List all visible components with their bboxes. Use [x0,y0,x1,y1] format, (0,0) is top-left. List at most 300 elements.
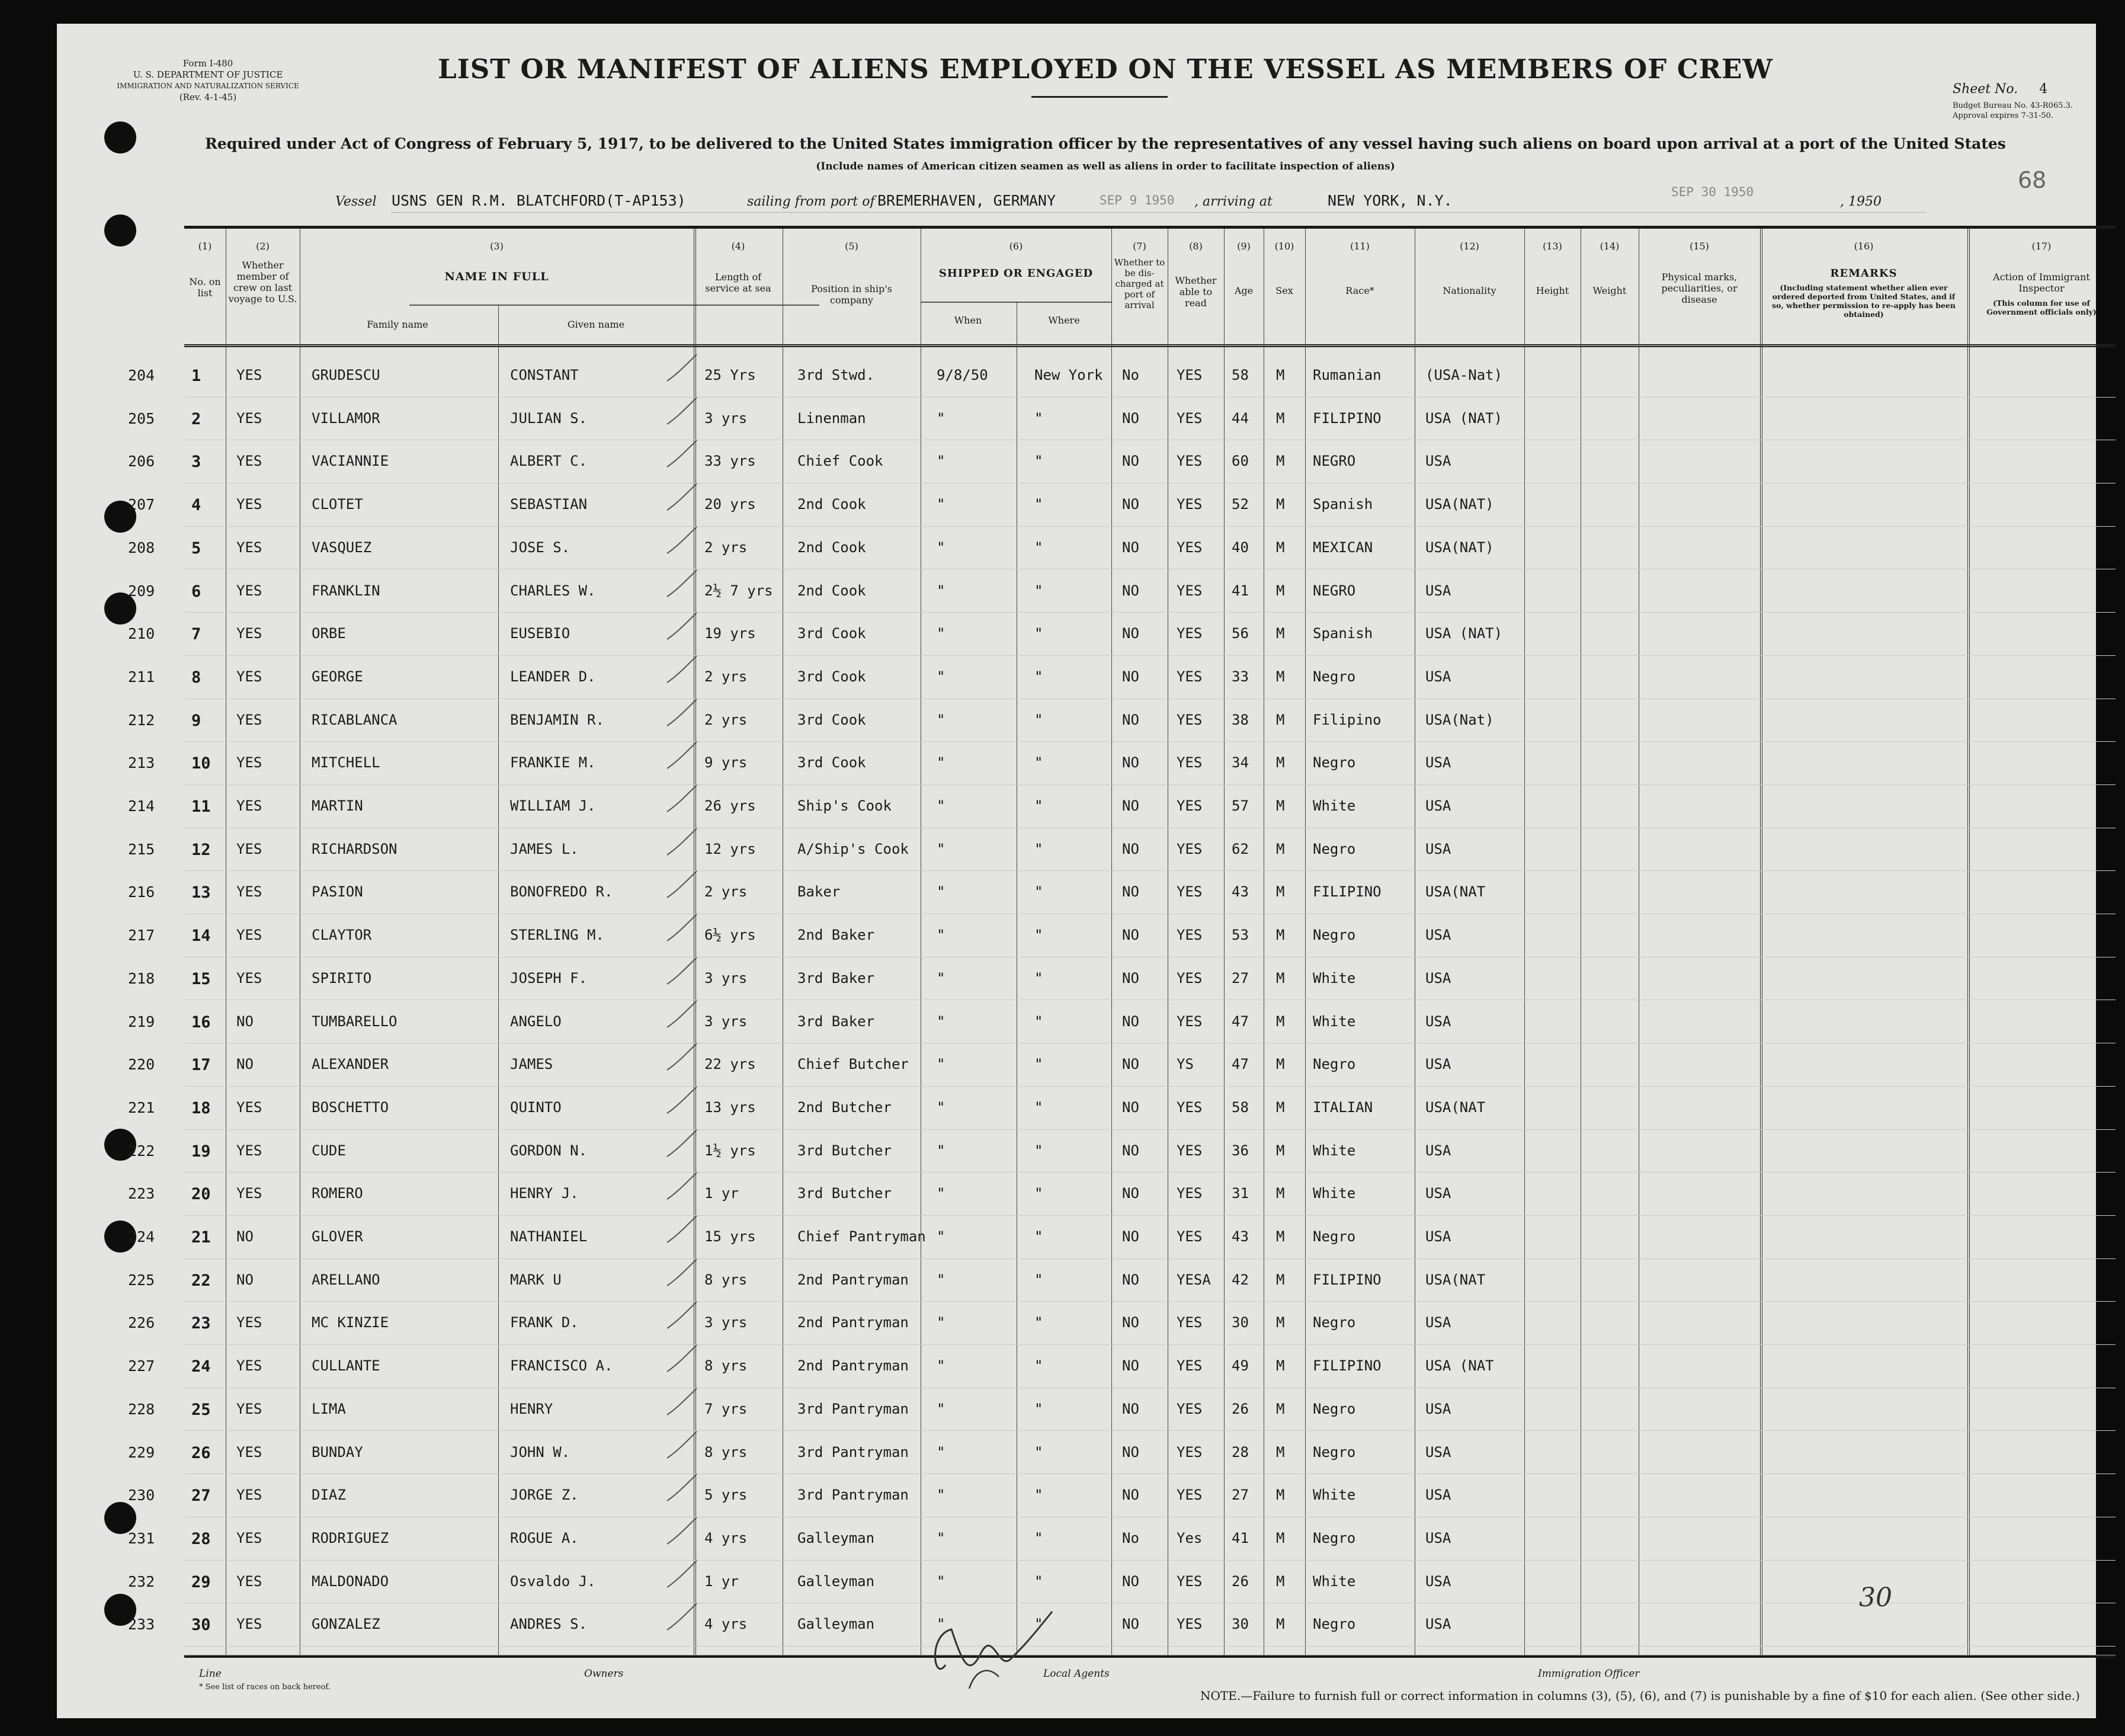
nationality-cell: USA [1425,1400,1451,1417]
read-cell: YES [1177,496,1203,513]
table-row [128,873,2116,916]
col-num-7: (7) [1133,241,1146,252]
family-name-cell: MC KINZIE [312,1314,389,1331]
col-num-17: (17) [2031,241,2052,252]
check-mark-icon [664,1256,700,1292]
sex-cell: M [1276,582,1285,599]
sequence-number: 207 [128,496,155,514]
nationality-cell: USA [1425,582,1451,599]
list-number-cell: 28 [191,1529,211,1548]
read-cell: YES [1177,1142,1203,1159]
shipped-when-cell: " [937,1013,945,1030]
position-cell: 3rd Butcher [797,1185,892,1202]
check-mark-icon [664,567,700,603]
age-cell: 52 [1232,496,1249,513]
sequence-number: 232 [128,1572,155,1590]
document-title: LIST OR MANIFEST OF ALIENS EMPLOYED ON THE VESSEL AS MEMBERS OF CREW [438,53,1773,85]
table-row [128,1174,2116,1218]
check-mark-icon [664,1600,700,1636]
position-cell: 3rd Pantryman [797,1400,909,1417]
read-cell: YES [1177,754,1203,771]
shipped-where-cell: " [1034,927,1043,944]
service-cell: 1 yr [704,1185,739,1202]
discharged-cell: NO [1122,1400,1139,1417]
crew-cell: YES [236,409,262,427]
service-cell: 20 yrs [704,496,756,513]
vessel-label: Vessel [335,194,377,209]
sequence-number: 227 [128,1357,155,1375]
discharged-cell: NO [1122,1228,1139,1245]
crew-cell: NO [236,1228,254,1245]
discharged-cell: NO [1122,1056,1139,1073]
crew-cell: YES [236,711,262,728]
check-mark-icon [664,739,700,774]
sex-cell: M [1276,1098,1285,1116]
race-cell: Negro [1313,1616,1356,1633]
nationality-cell: USA [1425,797,1451,814]
family-name-cell: RICABLANCA [312,711,398,728]
col-num-2: (2) [256,241,270,252]
list-number-cell: 19 [191,1142,211,1161]
crew-cell: YES [236,1185,262,1202]
discharged-cell: NO [1122,539,1139,556]
age-cell: 43 [1232,1228,1249,1245]
row-rule [184,1129,2116,1130]
read-cell: YES [1177,582,1203,599]
shipped-when-cell: " [937,625,945,642]
nationality-cell: USA [1425,453,1451,470]
arriving-label: , arriving at [1194,194,1273,209]
given-name-cell: SEBASTIAN [510,496,588,513]
vessel-line-rule [392,212,1926,213]
family-name-cell: ORBE [312,625,346,642]
race-cell: Negro [1313,1314,1356,1331]
family-name-cell: BUNDAY [312,1443,363,1460]
given-name-cell: ANDRES S. [510,1616,588,1633]
family-name-cell: PASION [312,883,363,901]
sequence-number: 217 [128,927,155,944]
age-cell: 30 [1232,1314,1249,1331]
crew-cell: YES [236,1314,262,1331]
col-head-position: Position in ship's company [811,283,892,306]
footer-immigration-officer-label: Immigration Officer [1538,1668,1640,1680]
table-row [128,485,2116,529]
read-cell: YES [1177,1572,1203,1590]
handwritten-page-number: 68 [2018,167,2047,193]
position-cell: 3rd Stwd. [797,367,875,383]
race-cell: Negro [1313,840,1356,857]
read-cell: YES [1177,1487,1203,1504]
col-num-15: (15) [1690,241,1709,252]
position-cell: 3rd Cook [797,754,866,771]
list-number-cell: 9 [191,711,201,730]
table-row [128,1132,2116,1175]
sequence-number: 228 [128,1400,155,1418]
service-cell: 8 yrs [704,1357,748,1375]
nationality-cell: (USA-Nat) [1425,367,1503,383]
table-row [128,830,2116,873]
sex-cell: M [1276,1443,1285,1460]
shipped-when-cell: " [937,496,945,513]
race-cell: Negro [1313,927,1356,944]
col-head-given-name: Given name [567,319,625,330]
list-number-cell: 24 [191,1357,211,1376]
race-cell: Negro [1313,1443,1356,1460]
race-cell: White [1313,797,1356,814]
service-cell: 19 yrs [704,625,756,642]
shipped-where-cell: " [1034,453,1043,470]
shipped-when-cell: " [937,1357,945,1375]
list-number-cell: 4 [191,496,201,515]
discharged-cell: NO [1122,1487,1139,1504]
sequence-number: 204 [128,367,155,384]
sequence-number: 230 [128,1487,155,1504]
col-num-1: (1) [198,241,212,252]
sex-cell: M [1276,409,1285,427]
list-number-cell: 6 [191,582,201,601]
row-rule [184,1086,2116,1087]
discharged-cell: NO [1122,1271,1139,1288]
age-cell: 56 [1232,625,1249,642]
position-cell: Galleyman [797,1616,875,1633]
shipped-when-cell: " [937,969,945,986]
sequence-number: 231 [128,1529,155,1547]
position-cell: 3rd Pantryman [797,1487,909,1504]
check-mark-icon [664,868,700,904]
given-name-cell: HENRY J. [510,1185,579,1202]
sex-cell: M [1276,496,1285,513]
service-cell: 8 yrs [704,1271,748,1288]
table-row [128,1261,2116,1304]
shipped-when-cell: " [937,1228,945,1245]
shipped-when-cell: " [937,1400,945,1417]
discharged-cell: NO [1122,453,1139,470]
table-row [128,787,2116,830]
budget-line-1: Budget Bureau No. 43-R065.3. [1953,101,2073,110]
check-mark-icon [664,610,700,645]
family-name-cell: LIMA [312,1400,346,1417]
service-cell: 4 yrs [704,1529,748,1546]
check-mark-icon [664,696,700,732]
position-cell: Chief Pantryman [797,1228,926,1245]
port-from: BREMERHAVEN, GERMANY [877,192,1056,209]
read-cell: YES [1177,409,1203,427]
shipped-where-cell: " [1034,1357,1043,1375]
service-cell: 26 yrs [704,797,756,814]
service-cell: 2½ 7 yrs [704,582,773,599]
position-cell: 2nd Pantryman [797,1271,909,1288]
race-cell: Rumanian [1313,367,1382,383]
discharged-cell: NO [1122,1013,1139,1030]
service-cell: 8 yrs [704,1443,748,1460]
age-cell: 53 [1232,927,1249,944]
age-cell: 41 [1232,1529,1249,1546]
col-num-8: (8) [1189,241,1203,252]
shipped-where-cell: " [1034,1572,1043,1590]
crew-cell: YES [236,582,262,599]
read-cell: YES [1177,1443,1203,1460]
read-cell: YES [1177,1357,1203,1375]
given-name-cell: MARK U [510,1271,562,1288]
family-name-cell: MITCHELL [312,754,380,771]
list-number-cell: 29 [191,1572,211,1591]
position-cell: 2nd Cook [797,539,866,556]
shipped-where-cell: " [1034,1228,1043,1245]
family-name-cell: TUMBARELLO [312,1013,398,1030]
col-head-action-note: (This column for use of Government officials only) [1986,299,2097,316]
col-head-sex: Sex [1275,285,1293,296]
nationality-cell: USA(Nat) [1425,711,1494,728]
check-mark-icon [664,911,700,947]
sequence-number: 219 [128,1013,155,1030]
crew-cell: NO [236,1056,254,1073]
nationality-cell: USA(NAT [1425,1098,1486,1116]
sheet-number [1953,82,2047,97]
vessel-name: USNS GEN R.M. BLATCHFORD(T-AP153) [392,192,686,209]
nationality-cell: USA [1425,1443,1451,1460]
age-cell: 27 [1232,969,1249,986]
sex-cell: M [1276,1185,1285,1202]
list-number-cell: 17 [191,1056,211,1075]
check-mark-icon [664,998,700,1033]
race-cell: White [1313,1185,1356,1202]
shipped-when-cell: " [937,1142,945,1159]
shipped-when-cell: " [937,711,945,728]
race-cell: White [1313,1013,1356,1030]
shipped-when-cell: " [937,539,945,556]
race-cell: MEXICAN [1313,539,1373,556]
position-cell: 2nd Pantryman [797,1314,909,1331]
age-cell: 28 [1232,1443,1249,1460]
age-cell: 30 [1232,1616,1249,1633]
age-cell: 62 [1232,840,1249,857]
sequence-number: 205 [128,409,155,427]
nationality-cell: USA (NAT [1425,1357,1494,1375]
check-mark-icon [664,1084,700,1119]
read-cell: YESA [1177,1271,1211,1288]
crew-cell: YES [236,1098,262,1116]
family-name-cell: CUDE [312,1142,346,1159]
check-mark-icon [664,825,700,861]
col-num-4: (4) [731,241,745,252]
discharged-cell: NO [1122,840,1139,857]
shipped-when-cell: " [937,1056,945,1073]
age-cell: 36 [1232,1142,1249,1159]
form-revision: (Rev. 4-1-45) [179,92,237,103]
service-cell: 1½ yrs [704,1142,756,1159]
nationality-cell: USA(NAT) [1425,539,1494,556]
sex-cell: M [1276,927,1285,944]
shipped-subheader-rule [921,302,1111,303]
read-cell: YES [1177,711,1203,728]
row-rule [184,1646,2116,1647]
table-row [128,1605,2116,1648]
family-name-cell: ROMERO [312,1185,363,1202]
list-number-cell: 25 [191,1400,211,1419]
read-cell: YES [1177,1098,1203,1116]
row-rule [184,612,2116,613]
position-cell: 3rd Baker [797,969,875,986]
read-cell: Yes [1177,1529,1203,1546]
read-cell: YES [1177,1013,1203,1030]
given-name-cell: FRANK D. [510,1314,579,1331]
title-underline [1031,96,1168,98]
nationality-cell: USA [1425,840,1451,857]
crew-cell: YES [236,539,262,556]
family-name-cell: RODRIGUEZ [312,1529,389,1546]
shipped-where-cell: " [1034,625,1043,642]
discharged-cell: NO [1122,754,1139,771]
discharged-cell: NO [1122,1572,1139,1590]
sex-cell: M [1276,711,1285,728]
sequence-number: 214 [128,797,155,815]
given-name-cell: WILLIAM J. [510,797,596,814]
discharged-cell: NO [1122,496,1139,513]
nationality-cell: USA [1425,1572,1451,1590]
sequence-number: 223 [128,1185,155,1203]
age-cell: 47 [1232,1013,1249,1030]
table-row [128,529,2116,572]
table-row [128,744,2116,787]
crew-cell: YES [236,1616,262,1633]
read-cell: YES [1177,927,1203,944]
family-name-cell: FRANKLIN [312,582,380,599]
shipped-when-cell: " [937,927,945,944]
read-cell: YES [1177,1616,1203,1633]
sequence-number: 212 [128,711,155,729]
sex-cell: M [1276,1487,1285,1504]
col-head-race: Race* [1345,285,1374,296]
crew-cell: YES [236,496,262,513]
given-name-cell: Osvaldo J. [510,1572,596,1590]
given-name-cell: NATHANIEL [510,1228,588,1245]
form-department: U. S. DEPARTMENT OF JUSTICE [133,69,283,80]
age-cell: 49 [1232,1357,1249,1375]
age-cell: 58 [1232,1098,1249,1116]
discharged-cell: No [1122,367,1139,383]
nationality-cell: USA [1425,1185,1451,1202]
given-name-cell: STERLING M. [510,927,604,944]
punch-hole [104,1502,136,1534]
discharged-cell: NO [1122,1443,1139,1460]
sex-cell: M [1276,1357,1285,1375]
shipped-where-cell: " [1034,1529,1043,1546]
service-cell: 12 yrs [704,840,756,857]
list-number-cell: 18 [191,1098,211,1117]
service-cell: 2 yrs [704,668,748,685]
age-cell: 31 [1232,1185,1249,1202]
list-number-cell: 12 [191,840,211,859]
race-cell: White [1313,1487,1356,1504]
list-number-cell: 13 [191,883,211,902]
discharged-cell: NO [1122,668,1139,685]
shipped-when-cell: " [937,453,945,470]
col-head-where: Where [1048,315,1080,326]
form-number: Form I-480 [182,58,233,69]
shipped-when-cell: " [937,883,945,901]
nationality-cell: USA [1425,1056,1451,1073]
sex-cell: M [1276,625,1285,642]
service-cell: 3 yrs [704,409,748,427]
table-row [128,399,2116,443]
read-cell: YES [1177,1228,1203,1245]
position-cell: Galleyman [797,1572,875,1590]
family-name-cell: GLOVER [312,1228,363,1245]
col-head-height: Height [1536,285,1569,296]
document-subtitle: Required under Act of Congress of February 5, 1917, to be delivered to the United States immigration officer by the representatives of any vessel having such aliens on board upon arrival at a port of the United States [205,135,2006,152]
sequence-number: 220 [128,1056,155,1074]
age-cell: 26 [1232,1572,1249,1590]
nationality-cell: USA (NAT) [1425,625,1503,642]
given-name-cell: ALBERT C. [510,453,588,470]
position-cell: Ship's Cook [797,797,892,814]
sex-cell: M [1276,1314,1285,1331]
age-cell: 47 [1232,1056,1249,1073]
check-mark-icon [664,1213,700,1248]
shipped-where-cell: " [1034,1142,1043,1159]
family-name-cell: MARTIN [312,797,363,814]
col-head-weight: Weight [1592,285,1627,296]
nationality-cell: USA (NAT) [1425,409,1503,427]
row-rule [184,1258,2116,1259]
remarks-handwritten-count: 30 [1859,1583,1892,1613]
check-mark-icon [664,1428,700,1464]
service-cell: 4 yrs [704,1616,748,1633]
check-mark-icon [664,524,700,559]
crew-cell: YES [236,883,262,901]
read-cell: YES [1177,539,1203,556]
sequence-number: 221 [128,1098,155,1116]
check-mark-icon [664,481,700,516]
sequence-number: 215 [128,840,155,858]
row-rule [184,1301,2116,1302]
family-name-cell: ARELLANO [312,1271,380,1288]
table-row [128,1519,2116,1562]
nationality-cell: USA [1425,1487,1451,1504]
race-cell: Negro [1313,1529,1356,1546]
sex-cell: M [1276,1271,1285,1288]
shipped-where-cell: " [1034,668,1043,685]
position-cell: Baker [797,883,841,901]
date-to-stamp: SEP 30 1950 [1671,185,1754,199]
position-cell: 2nd Cook [797,582,866,599]
family-name-cell: BOSCHETTO [312,1098,389,1116]
read-cell: YES [1177,367,1203,383]
list-number-cell: 14 [191,927,211,946]
sequence-number: 208 [128,539,155,556]
crew-cell: YES [236,668,262,685]
shipped-where-cell: " [1034,840,1043,857]
crew-cell: YES [236,1487,262,1504]
shipped-when-cell: " [937,1572,945,1590]
col-head-when: When [954,315,982,326]
row-rule [184,1344,2116,1345]
read-cell: YES [1177,1314,1203,1331]
race-cell: Spanish [1313,625,1373,642]
form-service: IMMIGRATION AND NATURALIZATION SERVICE [117,82,299,90]
family-name-cell: GONZALEZ [312,1616,380,1633]
given-name-cell: QUINTO [510,1098,562,1116]
service-cell: 5 yrs [704,1487,748,1504]
position-cell: 3rd Cook [797,668,866,685]
shipped-when-cell: " [937,1443,945,1460]
service-cell: 2 yrs [704,883,748,901]
list-number-cell: 27 [191,1487,211,1506]
table-row [128,1390,2116,1433]
service-cell: 2 yrs [704,711,748,728]
nationality-cell: USA [1425,1616,1451,1633]
check-mark-icon [664,395,700,430]
